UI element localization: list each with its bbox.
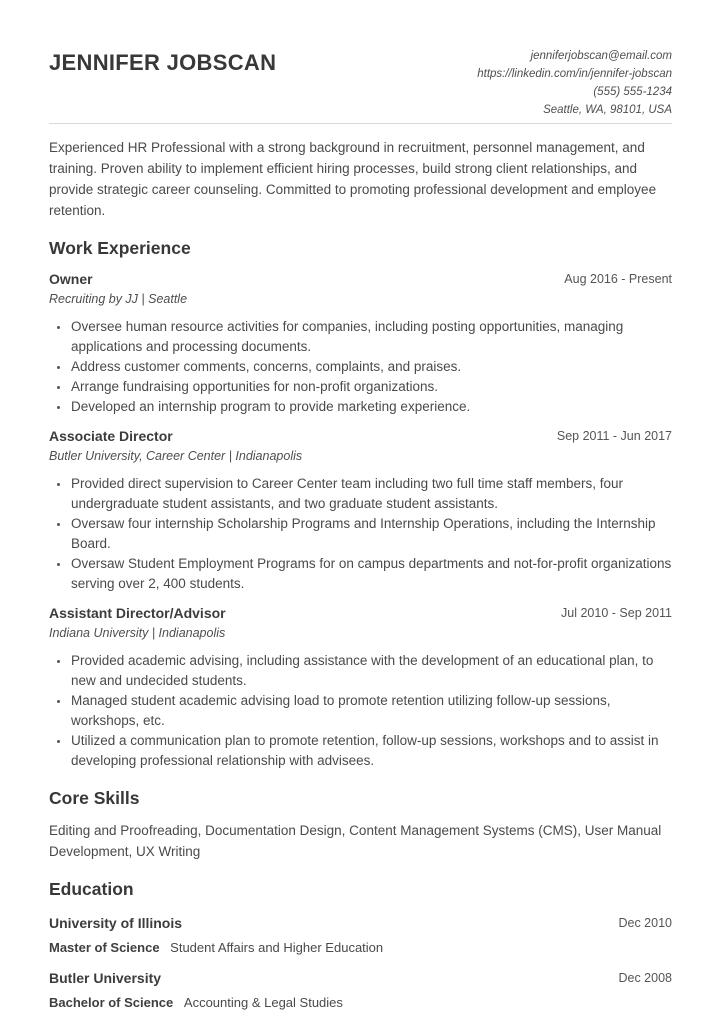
job-bullet: • Arrange fundraising opportunities for non-profit organizations. <box>70 377 672 397</box>
job-title: Assistant Director/Advisor <box>49 605 226 621</box>
job-header <box>49 427 672 446</box>
job-bullet-list <box>49 651 672 771</box>
education-degree-line <box>49 939 672 956</box>
job-entry <box>49 604 672 771</box>
section-core-skills <box>49 786 672 862</box>
job-bullet: • Utilized a communication plan to promote retention, follow-up sessions, workshops and to assist in developing professional relationship with advisees. <box>70 731 672 771</box>
job-bullet: • Oversaw four internship Scholarship Programs and Internship Operations, including the Internship Board. <box>70 514 672 554</box>
job-bullet: • Developed an internship program to provide marketing experience. <box>70 397 672 417</box>
job-company-location: Indiana University | Indianapolis <box>49 626 226 640</box>
job-company-location: Butler University, Career Center | Indianapolis <box>49 449 303 463</box>
education-entry <box>49 969 672 1011</box>
resume-header <box>49 47 672 119</box>
job-bullet-list <box>49 474 672 594</box>
professional-summary: Experienced HR Professional with a strong background in recruitment, personnel management, and training. Proven ability to implement efficient hiring processes, build strong client relationships, and provide strategic career counseling. Committed to promoting professional development and employee retention. <box>49 140 657 218</box>
contact-phone: (555) 555-1234 <box>593 86 672 98</box>
education-date: Dec 2010 <box>618 916 672 930</box>
school-name: University of Illinois <box>49 915 183 931</box>
job-bullet: • Address customer comments, concerns, complaints, and praises. <box>70 357 672 377</box>
job-bullet-list <box>49 317 672 417</box>
degree-name: Bachelor of Science <box>49 995 174 1010</box>
job-title: Owner <box>49 271 93 287</box>
contact-location: Seattle, WA, 98101, USA <box>543 104 672 116</box>
degree-field: Accounting & Legal Studies <box>183 995 343 1010</box>
job-entry <box>49 270 672 417</box>
education-date: Dec 2008 <box>618 971 672 985</box>
job-dates: Aug 2016 - Present <box>564 272 672 286</box>
job-bullet: • Oversee human resource activities for companies, including posting opportunities, managing applications and processing documents. <box>70 317 672 357</box>
section-title-core-skills: Core Skills <box>49 788 140 808</box>
degree-field: Student Affairs and Higher Education <box>170 940 384 955</box>
degree-name: Master of Science <box>49 940 160 955</box>
skills-list: Editing and Proofreading, Documentation Design, Content Management Systems (CMS), User Manual Development, UX Writing <box>49 823 662 859</box>
job-header <box>49 604 672 623</box>
job-title: Associate Director <box>49 428 173 444</box>
job-bullet: • Provided direct supervision to Career Center team including two full time staff members, four undergraduate student assistants, and two graduate student assistants. <box>70 474 672 514</box>
education-header <box>49 969 672 988</box>
section-title-work-experience: Work Experience <box>49 238 191 258</box>
contact-info <box>477 47 672 119</box>
job-bullet: • Oversaw Student Employment Programs for on campus departments and not-for-profit organizations serving over 2, 400 students. <box>70 554 672 594</box>
section-work-experience <box>49 236 672 771</box>
job-entry <box>49 427 672 594</box>
job-company-location: Recruiting by JJ | Seattle <box>49 292 188 306</box>
section-title-education: Education <box>49 879 134 899</box>
job-header <box>49 270 672 289</box>
header-divider <box>49 123 672 124</box>
job-dates: Jul 2010 - Sep 2011 <box>561 606 672 620</box>
job-dates: Sep 2011 - Jun 2017 <box>556 429 672 443</box>
school-name: Butler University <box>49 970 162 986</box>
education-header <box>49 914 672 933</box>
job-bullet: • Provided academic advising, including assistance with the development of an educational plan, to new and undecided students. <box>70 651 672 691</box>
section-education <box>49 877 672 1011</box>
contact-linkedin: https://linkedin.com/in/jennifer-jobscan <box>477 68 672 80</box>
job-bullet: • Managed student academic advising load to promote retention utilizing follow-up sessions, workshops, etc. <box>70 691 672 731</box>
education-degree-line <box>49 994 672 1011</box>
candidate-name: JENNIFER JOBSCAN <box>49 50 277 75</box>
contact-email: jenniferjobscan@email.com <box>530 50 672 62</box>
education-entry <box>49 914 672 956</box>
